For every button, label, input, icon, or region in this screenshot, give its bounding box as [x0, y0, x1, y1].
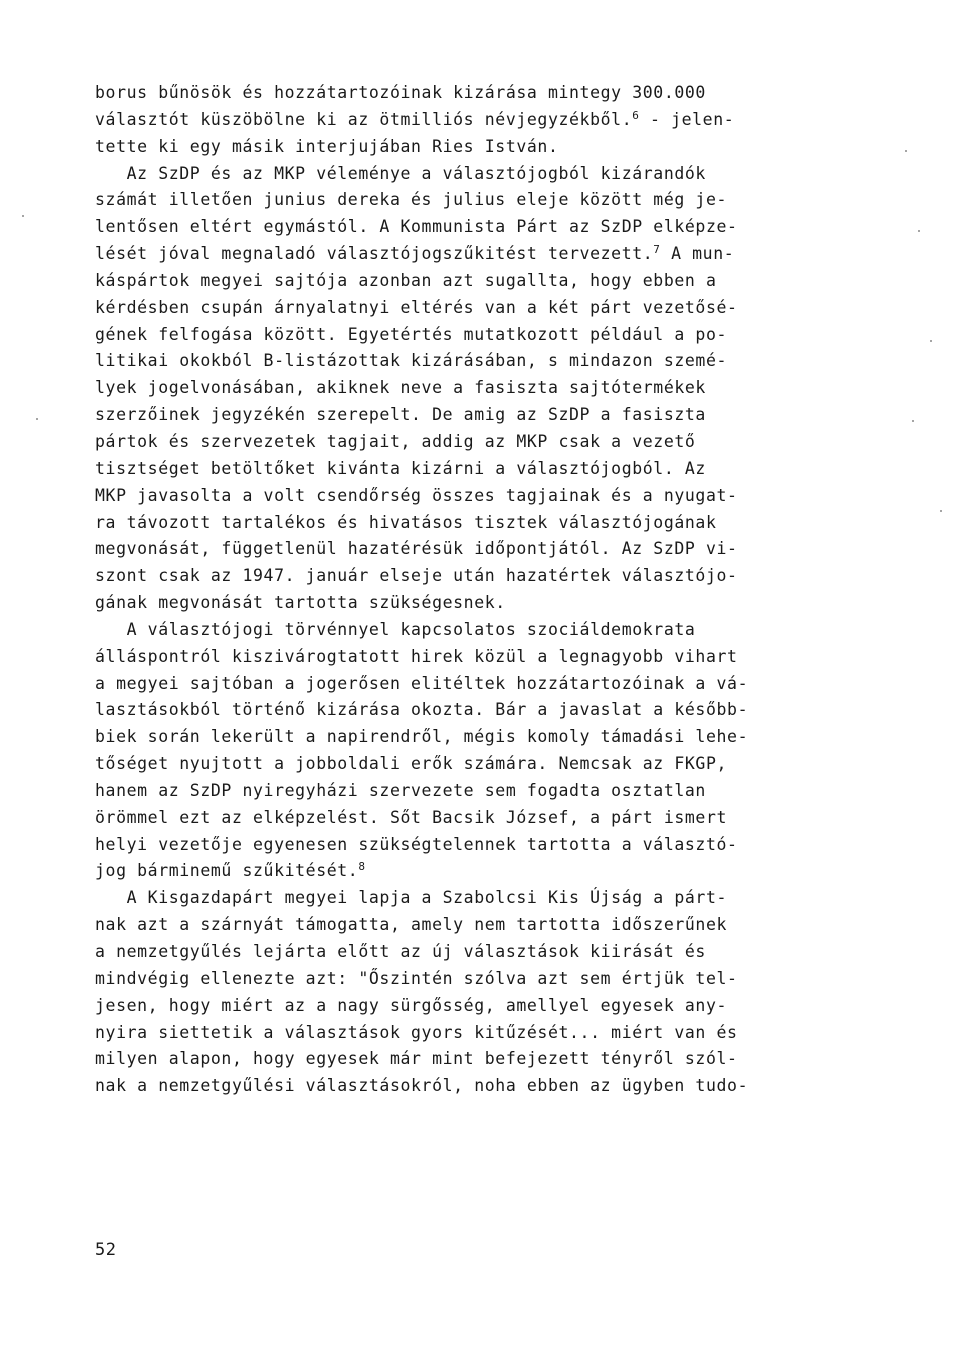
text-line: szont csak az 1947. január elseje után hazatértek választójo- [95, 566, 738, 586]
text-line: gának megvonását tartotta szükségesnek. [95, 593, 506, 613]
text-line: a nemzetgyűlés lejárta előtt az új választások kiirását és [95, 942, 706, 961]
scan-speck [940, 510, 942, 512]
text-line: lyek jogelvonásában, akiknek neve a fasiszta sajtótermékek [95, 378, 706, 398]
text-line: örömmel ezt az elképzelést. Sőt Bacsik József, a párt ismert [95, 807, 728, 827]
text-line: hanem az SzDP nyiregyházi szervezete sem fogadta osztatlan [95, 780, 706, 800]
footnote-ref: 6 [632, 108, 640, 122]
text-line: nak a nemzetgyűlési választásokról, noha ebben az ügyben tudo- [95, 1076, 749, 1096]
text-line: nak azt a szárnyát támogatta, amely nem tartotta időszerűnek [95, 915, 728, 935]
text-line: tőséget nyujtott a jobboldali erők számára. Nemcsak az FKGP, [95, 754, 728, 774]
text-line: szerzőinek jegyzékén szerepelt. De amig az SzDP a fasiszta [95, 405, 706, 425]
text-line: biek során lekerült a napirendről, mégis komoly támadási lehe- [95, 727, 749, 747]
text-line: számát illetően junius dereka és julius eleje között még je- [95, 190, 728, 210]
text-line: Az SzDP és az MKP véleménye a választójogból kizárandók [95, 163, 706, 183]
text-line: tette ki egy másik interjujában Ries István. [95, 136, 559, 156]
scan-speck [912, 420, 914, 422]
text-line: káspártok megyei sajtója azonban azt sugallta, hogy ebben a [95, 270, 717, 290]
text-line: a megyei sajtóban a jogerősen elitéltek hozzátartozóinak a vá- [95, 673, 749, 693]
text-line: litikai okokból B-listázottak kizárásában, s mindazon szemé- [95, 351, 728, 371]
text-line: kérdésben csupán árnyalatnyi eltérés van a két párt vezetősé- [95, 297, 738, 317]
text-line: borus bűnösök és hozzátartozóinak kizárása mintegy 300.000 [95, 83, 706, 102]
text-line: lentősen eltért egymástól. A Kommunista Párt az SzDP elképze- [95, 217, 738, 237]
text-line: megvonását, függetlenül hazatérésük időpontjától. Az SzDP vi- [95, 539, 738, 559]
text-line: ra távozott tartalékos és hivatásos tisztek választójogának [95, 512, 717, 532]
text-line: helyi vezetője egyenesen szükségtelennek tartotta a választó- [95, 834, 738, 854]
text-line: A Kisgazdapárt megyei lapja a Szabolcsi Kis Újság a párt- [95, 888, 728, 908]
text-line: jog bárminemű szűkitését.$^8$ [95, 860, 366, 881]
text-line: milyen alapon, hogy egyesek már mint befejezett tényről szól- [95, 1049, 738, 1069]
text-line: lasztásokból történő kizárása okozta. Bár a javaslat a később- [95, 700, 749, 720]
text-line: MKP javasolta a volt csendőrség összes tagjainak és a nyugat- [95, 485, 738, 505]
scan-speck [22, 215, 24, 217]
text-line: jesen, hogy miért az a nagy sürgősség, amellyel egyesek any- [95, 995, 728, 1015]
scan-speck [918, 230, 920, 232]
text-line: A választójogi törvénnyel kapcsolatos szociáldemokrata [95, 619, 696, 639]
text-line: álláspontról kiszivárogtatott hirek közül a legnagyobb vihart [95, 646, 738, 666]
page-number: 52 [95, 1240, 117, 1260]
text-line: nyira siettetik a választások gyors kitűzését... miért van és [95, 1022, 738, 1042]
scan-speck [930, 340, 932, 342]
footnote-ref: 7 [653, 243, 661, 257]
footnote-ref: 8 [358, 860, 366, 874]
text-line: gének felfogása között. Egyetértés mutatkozott például a po- [95, 324, 728, 344]
scan-speck [905, 150, 907, 152]
text-line: pártok és szervezetek tagjait, addig az MKP csak a vezető [95, 431, 696, 451]
scan-speck [36, 418, 38, 420]
text-line: mindvégig ellenezte azt: "Őszintén szólva azt sem értjük tel- [95, 968, 738, 988]
body-text [95, 80, 855, 1100]
text-line: választót küszöbölne ki az ötmilliós névjegyzékből.$^6$ - jelen- [95, 108, 735, 129]
text-line: tisztséget betöltőket kivánta kizárni a választójogból. Az [95, 458, 706, 478]
text-line: lését jóval megnaladó választójogszűkitést tervezett.$^7$ A mun- [95, 243, 735, 264]
